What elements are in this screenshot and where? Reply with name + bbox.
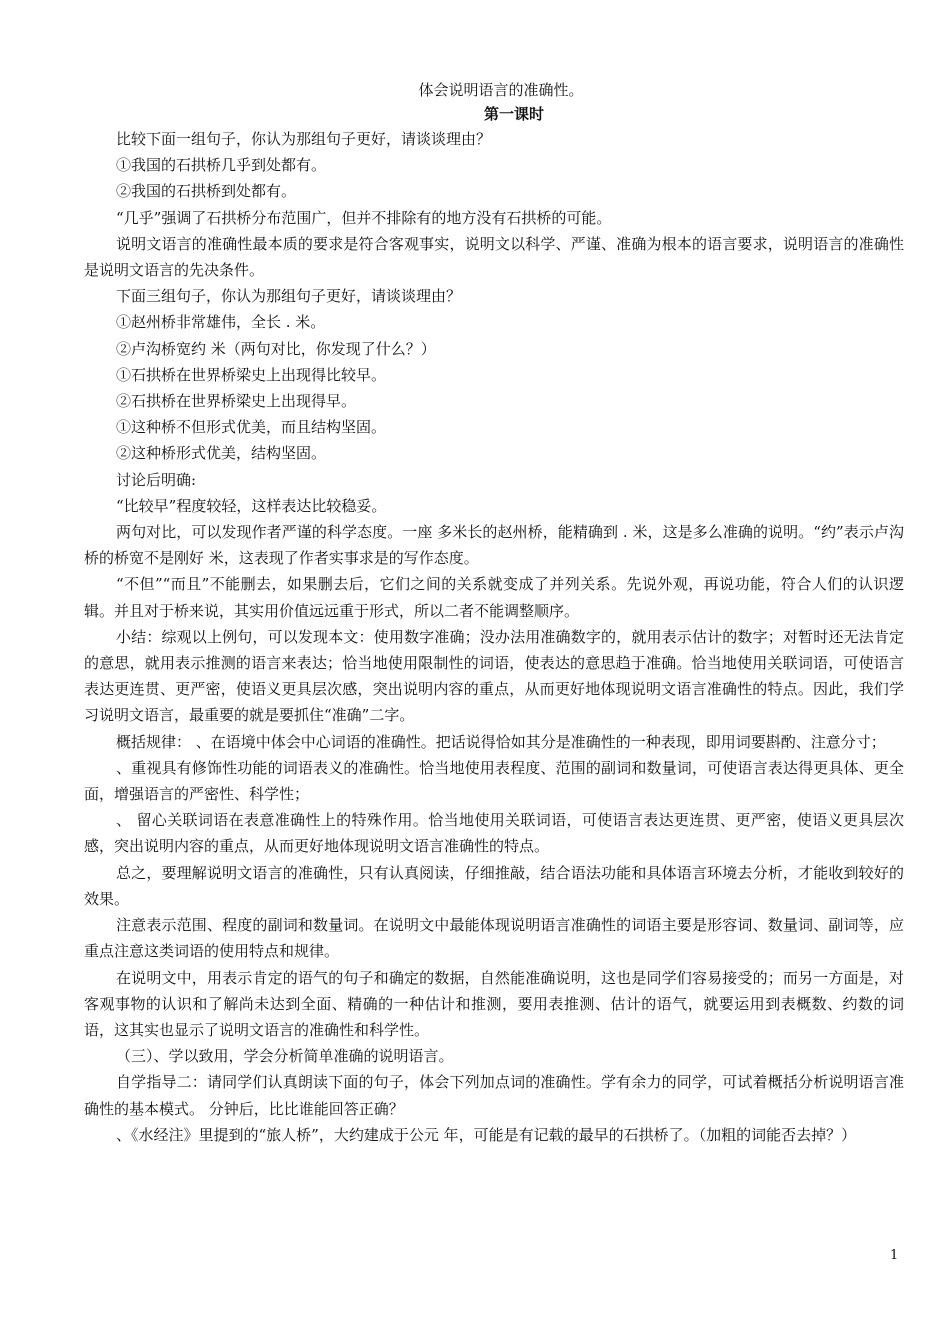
paragraph: 在说明文中，用表示肯定的语气的句子和确定的数据，自然能准确说明，这也是同学们容易接受的；而另一方面是，对客观事物的认识和了解尚未达到全面、精确的一种估计和推测，要用表推测、估计的语气，就要运用到表概数、约数的词语，这其实也显示了说明文语言的准确性和科学性。 — [84, 968, 904, 1039]
paragraph: ①赵州桥非常雄伟，全长 . 米。 — [116, 313, 326, 332]
paragraph: “比较早”程度较轻，这样表达比较稳妥。 — [116, 496, 387, 515]
paragraph: 说明文语言的准确性最本质的要求是符合客观事实，说明文以科学、严谨、准确为根本的语言要求，说明语言的准确性是说明文语言的先决条件。 — [84, 234, 904, 280]
paragraph: 、《水经注》里提到的“旅人桥”，大约建成于公元 年，可能是有记载的最早的石拱桥了。（加粗的词能否去掉？） — [116, 1125, 857, 1144]
paragraph: ②我国的石拱桥到处都有。 — [116, 182, 297, 201]
paragraph: 下面三组句子，你认为那组句子更好，请谈谈理由？ — [116, 287, 462, 306]
paragraph: 注意表示范围、程度的副词和数量词。在说明文中最能体现说明语言准确性的词语主要是形容词、数量词、副词等，应重点注意这类词语的使用特点和规律。 — [84, 916, 904, 961]
paragraph: 小结：综观以上例句，可以发现本文：使用数字准确；没办法用准确数字的，就用表示估计的数字；对暂时还无法肯定的意思，就用表示推测的语言来表达；恰当地使用限制性的词语，使表达的意思趋于准确。恰当地使用关联词语，可使语言表达更连贯、更严密，使语义更具层次感，突出说明内容的重点，从而更好地体现说明文语言准确性的特点。因此，我们学习说明文语言，最重要的就是要抓住“准确”二字。 — [84, 627, 904, 725]
paragraph: 讨论后明确: — [116, 470, 197, 489]
lesson-subtitle: 第一课时 — [483, 105, 544, 123]
paragraph: 两句对比，可以发现作者严谨的科学态度。一座 多米长的赵州桥，能精确到 . 米，这是多么准确的说明。“约”表示卢沟桥的桥宽不是刚好 米，这表现了作者实事求是的写作态度。 — [84, 523, 904, 568]
paragraph: （三）、学以致用，学会分析简单准确的说明语言。 — [116, 1047, 454, 1066]
paragraph: ②石拱桥在世界桥梁史上出现得早。 — [116, 392, 357, 411]
paragraph: 、 留心关联词语在表意准确性上的特殊作用。恰当地使用关联词语，可使语言表达更连贯、更严密，使语义更具层次感，突出说明内容的重点，从而更好地体现说明文语言准确性的特点。 — [84, 811, 904, 856]
document-page — [84, 78, 904, 1148]
paragraph: ②卢沟桥宽约 米（两句对比，你发现了什么？） — [116, 339, 436, 358]
document-body — [84, 126, 904, 1148]
paragraph: “几乎”强调了石拱桥分布范围广，但并不排除有的地方没有石拱桥的可能。 — [116, 208, 612, 227]
paragraph: ①这种桥不但形式优美，而且结构坚固。 — [116, 418, 387, 437]
paragraph: “不但”“而且”不能删去，如果删去后，它们之间的关系就变成了并列关系。先说外观，再说功能，符合人们的认识逻辑。并且对于桥来说，其实用价值远远重于形式，所以二者不能调整顺序。 — [84, 575, 904, 620]
page-number: 1 — [890, 1248, 899, 1263]
paragraph: ②这种桥形式优美，结构坚固。 — [116, 444, 327, 463]
paragraph: 、重视具有修饰性功能的词语表义的准确性。恰当地使用表程度、范围的副词和数量词，可使语言表达得更具体、更全面，增强语言的严密性、科学性； — [84, 758, 904, 804]
paragraph: ①石拱桥在世界桥梁史上出现得比较早。 — [116, 365, 387, 384]
paragraph: ①我国的石拱桥几乎到处都有。 — [116, 156, 327, 175]
paragraph: 比较下面一组句子，你认为那组句子更好，请谈谈理由？ — [116, 130, 492, 148]
paragraph: 自学指导二：请同学们认真朗读下面的句子，体会下列加点词的准确性。学有余力的同学，可试着概括分析说明语言准确性的基本模式。 分钟后，比比谁能回答正确？ — [84, 1073, 904, 1118]
document-title: 体会说明语言的准确性。 — [418, 81, 584, 99]
paragraph: 概括规律： 、在语境中体会中心词语的准确性。把话说得恰如其分是准确性的一种表现，即用词要斟酌、注意分寸； — [116, 732, 886, 751]
paragraph: 总之，要理解说明文语言的准确性，只有认真阅读，仔细推敲，结合语法功能和具体语言环境去分析，才能收到较好的效果。 — [84, 863, 904, 908]
